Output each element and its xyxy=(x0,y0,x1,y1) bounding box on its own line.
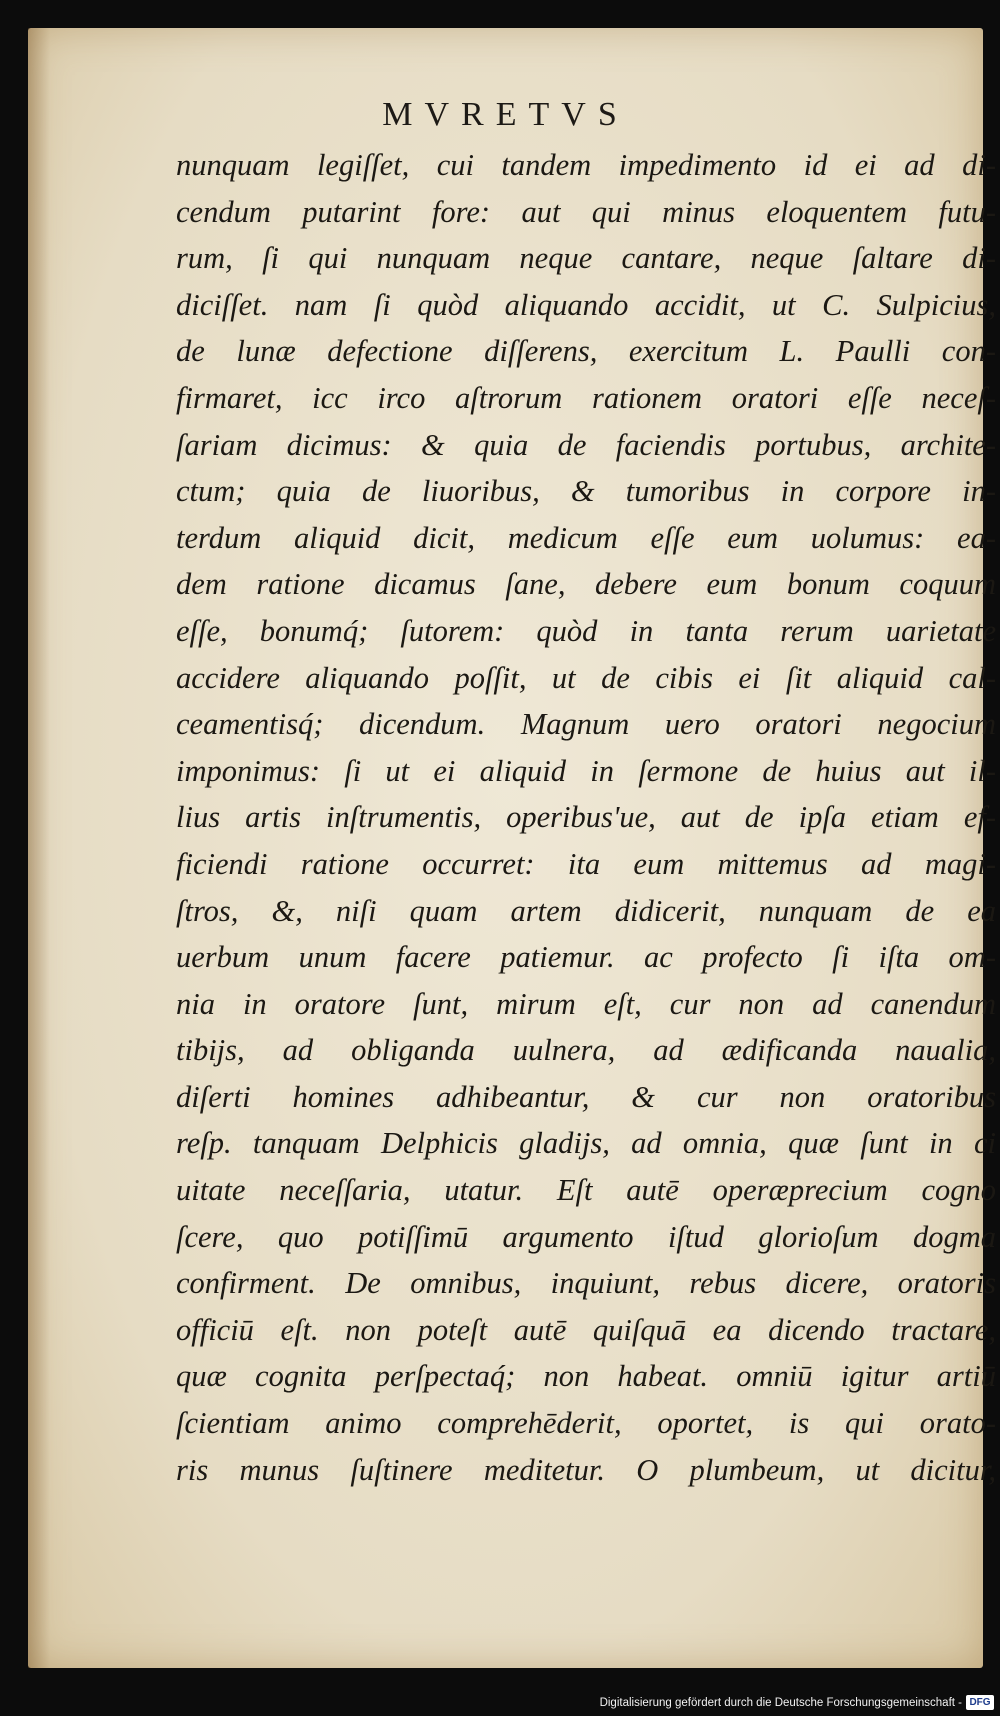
text-line: ctum; quia de liuoribus, & tumoribus in corpore in- xyxy=(176,474,996,509)
text-line: accidere aliquando poſſit, ut de cibis ei ſit aliquid cal- xyxy=(176,660,996,695)
text-line: nunquam legiſſet, cui tandem impedimento id ei ad di- xyxy=(176,148,996,182)
text-line: nia in oratore ſunt, mirum eſt, cur non ad canendum xyxy=(176,986,996,1021)
running-head: MVRETVS xyxy=(382,96,629,133)
text-line: reſp. tanquam Delphicis gladijs, ad omnia, quæ ſunt in ci xyxy=(176,1126,996,1161)
text-line: lius artis inſtrumentis, operibus'ue, aut de ipſa etiam ef- xyxy=(176,800,996,835)
text-line: cendum putarint fore: aut qui minus eloquentem futu- xyxy=(176,194,996,229)
text-line: ſcientiam animo comprehēderit, oportet, is qui orato- xyxy=(176,1406,996,1441)
text-line: ris munus ſuſtinere meditetur. O plumbeum, ut dicitur, xyxy=(176,1452,996,1487)
text-line: uitate neceſſaria, utatur. Eſt autē operæprecium cogno xyxy=(176,1173,996,1208)
text-line: quæ cognita perſpectaq́; non habeat. omniū igitur artiū xyxy=(176,1359,996,1394)
body-text xyxy=(176,142,996,1493)
text-line: rum, ſi qui nunquam neque cantare, neque ſaltare di- xyxy=(176,241,996,276)
text-line: diciſſet. nam ſi quòd aliquando accidit, ut C. Sulpicius, xyxy=(176,287,996,322)
dfg-logo: DFG xyxy=(966,1695,994,1710)
text-line: de lunæ defectione diſſerens, exercitum L. Paulli con- xyxy=(176,334,996,369)
text-line: tibijs, ad obliganda uulnera, ad ædificanda naualia, xyxy=(176,1033,996,1068)
text-line: imponimus: ſi ut ei aliquid in ſermone de huius aut il- xyxy=(176,753,996,788)
text-line: firmaret, icc irco aſtrorum rationem oratori eſſe neceſ- xyxy=(176,380,996,415)
text-line: ſtros, &, niſi quam artem didicerit, nunquam de ea xyxy=(176,893,996,928)
text-line: ficiendi ratione occurret: ita eum mittemus ad magi- xyxy=(176,846,996,881)
text-line: confirment. De omnibus, inquiunt, rebus dicere, oratoris xyxy=(176,1266,996,1301)
text-line: officiū eſt. non poteſt autē quiſquā ea dicendo tractare, xyxy=(176,1312,996,1347)
footer-bar xyxy=(0,1686,1000,1716)
text-line: ſcere, quo potiſſimū argumento iſtud glorioſum dogma xyxy=(176,1219,996,1254)
book-page xyxy=(28,28,996,1668)
digitization-credit: Digitalisierung gefördert durch die Deutsche Forschungsgemeinschaft - xyxy=(599,1697,962,1709)
text-line: ceamentisq́; dicendum. Magnum uero oratori negocium xyxy=(176,707,996,742)
text-line: terdum aliquid dicit, medicum eſſe eum uolumus: ea- xyxy=(176,520,996,555)
text-line: ſariam dicimus: & quia de faciendis portubus, archite- xyxy=(176,427,996,462)
text-line: dem ratione dicamus ſane, debere eum bonum coquum xyxy=(176,567,996,602)
text-line: diſerti homines adhibeantur, & cur non oratoribus xyxy=(176,1079,996,1114)
text-line: eſſe, bonumq́; ſutorem: quòd in tanta rerum uarietate xyxy=(176,613,996,648)
text-line: uerbum unum facere patiemur. ac profecto ſi iſta om- xyxy=(176,940,996,975)
